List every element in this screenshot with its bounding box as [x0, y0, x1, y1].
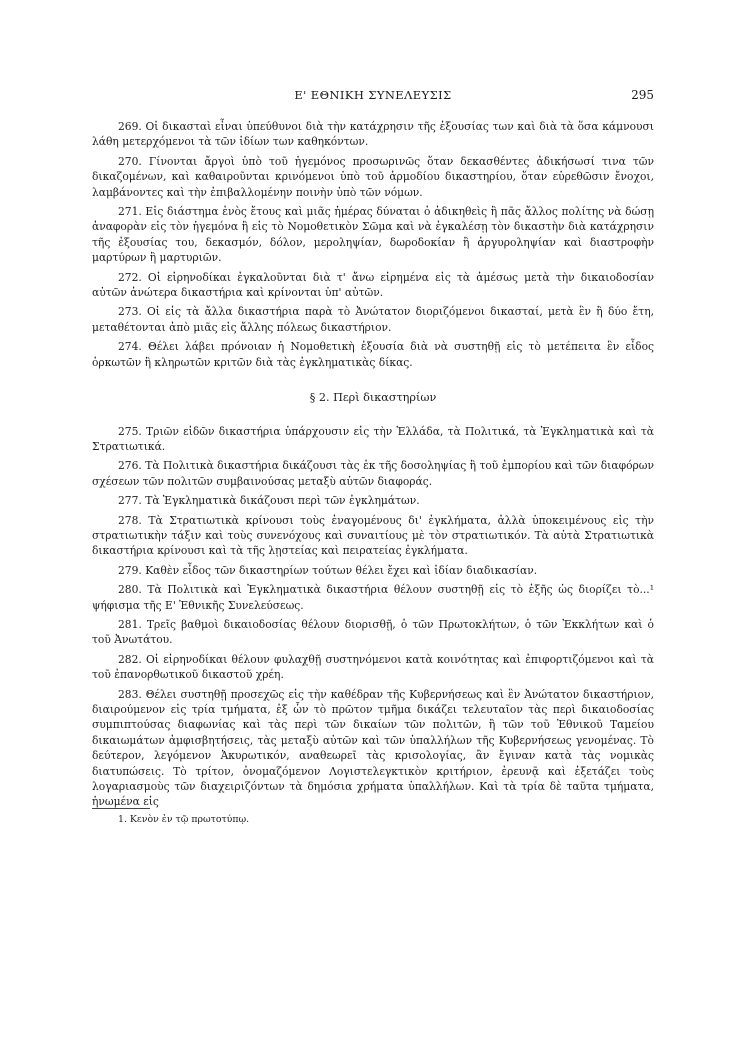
footnote-rule: [92, 808, 150, 809]
page-header: [92, 88, 654, 106]
article-274: 274. Θέλει λάβει πρόνοιαν ἡ Νομοθετικὴ ἐξουσία διὰ νὰ συστηθῇ εἰς τὸ μετέπειτα ἓν εἶδος ὁρκωτῶν ἢ κληρωτῶν κριτῶν διὰ τὰς ἐγκληματικὰς δίκας.: [92, 340, 654, 369]
page-body: [92, 119, 654, 814]
article-276: 276. Τὰ Πολιτικὰ δικαστήρια δικάζουσι τὰς ἐκ τῆς δοσοληψίας ἢ τοῦ ἐμπορίου καὶ τῶν διαφόρων σχέσεων τῶν πολιτῶν συμβαινούσας μεταξὺ αὐτῶν διαφοράς.: [92, 459, 654, 488]
article-271: 271. Εἰς διάστημα ἑνὸς ἔτους καὶ μιᾶς ἡμέρας δύναται ὁ ἀδικηθεὶς ἢ πᾶς ἄλλος πολίτης νὰ δώσῃ ἀναφορὰν εἰς τὸν ἡγεμόνα ἢ εἰς τὸ Νομοθετικὸν Σῶμα καὶ νὰ ἐγκαλέσῃ τὸν δικαστὴν διὰ κατάχρησιν τῆς ἐξουσίας του, δεκασμόν, δόλον, μεροληψίαν, δωροδοκίαν ἢ ἀργυροληψίαν καὶ διαστροφὴν μαρτύρων ἢ μαρτυριῶν.: [92, 205, 654, 265]
article-273: 273. Οἱ εἰς τὰ ἄλλα δικαστήρια παρὰ τὸ Ἀνώτατον διοριζόμενοι δικασταί, μετὰ ἓν ἢ δύο ἔτη, μεταθέτονται ἀπὸ μιᾶς εἰς ἄλλης πόλεως δικαστήριον.: [92, 305, 654, 334]
article-278: 278. Τὰ Στρατιωτικὰ κρίνουσι τοὺς ἐναγομένους δι' ἐγκλήματα, ἀλλὰ ὑποκειμένους εἰς τὴν στρατιωτικὴν τάξιν καὶ τοὺς συνενόχους καὶ συναιτίους μὲ τὸν στρατιωτικόν. Τὰ αὐτὰ Στρατιωτικὰ δικαστήρια κρίνουσι καὶ τὰ τῆς λῃστείας καὶ πειρατείας ἐγκλήματα.: [92, 513, 654, 558]
article-280: 280. Τὰ Πολιτικὰ καὶ Ἐγκληματικὰ δικαστήρια θέλουν συστηθῇ εἰς τὸ ἑξῆς ὡς διορίζει τὸ...¹ ψήφισμα τῆς Ε' Ἐθνικῆς Συνελεύσεως.: [92, 583, 654, 612]
article-281: 281. Τρεῖς βαθμοὶ δικαιοδοσίας θέλουν διορισθῇ, ὁ τῶν Πρωτοκλήτων, ὁ τῶν Ἐκκλήτων καὶ ὁ τοῦ Ἀνωτάτου.: [92, 617, 654, 647]
article-275: 275. Τριῶν εἰδῶν δικαστήρια ὑπάρχουσιν εἰς τὴν Ἑλλάδα, τὰ Πολιτικά, τὰ Ἐγκληματικὰ καὶ τὰ Στρατιωτικά.: [92, 424, 654, 453]
running-title: Ε' ΕΘΝΙΚΗ ΣΥΝΕΛΕΥΣΙΣ: [294, 88, 452, 102]
section-heading: § 2. Περὶ δικαστηρίων: [309, 391, 437, 405]
article-269: 269. Οἱ δικασταὶ εἶναι ὑπεύθυνοι διὰ τὴν κατάχρησιν τῆς ἐξουσίας των καὶ διὰ τὰ ὅσα κάμνουσι λάθη μετερχόμενοι τὰ τῶν ἰδίων των καθηκόντων.: [92, 120, 654, 149]
article-270: 270. Γίνονται ἄργοὶ ὑπὸ τοῦ ἡγεμόνος προσωρινῶς ὅταν δεκασθέντες ἀδικήσωσί τινα τῶν δικαζομένων, καὶ καθαιροῦνται κρινόμενοι ὑπὸ τοῦ ἁρμοδίου δικαστηρίου, ὅταν εὑρεθῶσιν ἔνοχοι, λαμβάνοντες καὶ τὴν ἐπιβαλλομένην ποινὴν ὑπὸ τῶν νόμων.: [92, 154, 654, 199]
page-number: 295: [631, 88, 654, 102]
article-277: 277. Τὰ Ἐγκληματικὰ δικάζουσι περὶ τῶν ἐγκλημάτων.: [118, 494, 420, 508]
article-279: 279. Καθὲν εἶδος τῶν δικαστηρίων τούτων θέλει ἔχει καὶ ἰδίαν διαδικασίαν.: [118, 563, 538, 577]
article-282: 282. Οἱ εἰρηνοδίκαι θέλουν φυλαχθῇ συστηνόμενοι κατὰ κοινότητας καὶ ἐπιφορτιζόμενοι καὶ τὰ τοῦ ἐπανορθωτικοῦ δικαστοῦ χρέη.: [92, 652, 654, 682]
article-283: 283. Θέλει συστηθῇ προσεχῶς εἰς τὴν καθέδραν τῆς Κυβερνήσεως καὶ ἓν Ἀνώτατον δικαστήριον, διαιρούμενον εἰς τρία τμήματα, ἐξ ὧν τὸ πρῶτον τμῆμα δικάζει τελευταῖον τὰς περὶ δικαιοδοσίας συμπιπτούσας διαφωνίας καὶ τὰς περὶ τῶν δικαίων τῶν πολιτῶν, ἢ τῶν τοῦ Ἐθνικοῦ Ταμείου δικαιωμάτων ἀμφισβητήσεις, τὰς μεταξὺ αὐτῶν καὶ τῶν ὑπαλλήλων τῆς Κυβερνήσεως γενομένας. Τὸ δεύτερον, λεγόμενον Ἀκυρωτικόν, αναθεωρεῖ τὰς κρισολογίας, ἂν ἔγιναν κατὰ τὰς νομικὰς διατυπώσεις. Τὸ τρίτον, ὀνομαζόμενον Λογιστελεγκτικὸν κριτήριον, ἐρευνᾷ καὶ ἐξετάζει τοὺς λογαριασμοὺς τῶν διαχειριζόντων τὰ δημόσια χρήματα ὑπαλλήλων. Καὶ τὰ τρία δὲ ταῦτα τμήματα, ἡνωμένα εἰς: [92, 687, 654, 809]
footnote: 1. Κενὸν ἐν τῷ πρωτοτύπῳ.: [118, 814, 250, 825]
article-272: 272. Οἱ εἰρηνοδίκαι ἐγκαλοῦνται διὰ τ' ἄνω εἰρημένα εἰς τὰ ἀμέσως μετὰ τὴν δικαιοδοσίαν αὐτῶν ἀνώτερα δικαστήρια καὶ κρίνονται ὑπ' αὐτῶν.: [92, 270, 654, 300]
